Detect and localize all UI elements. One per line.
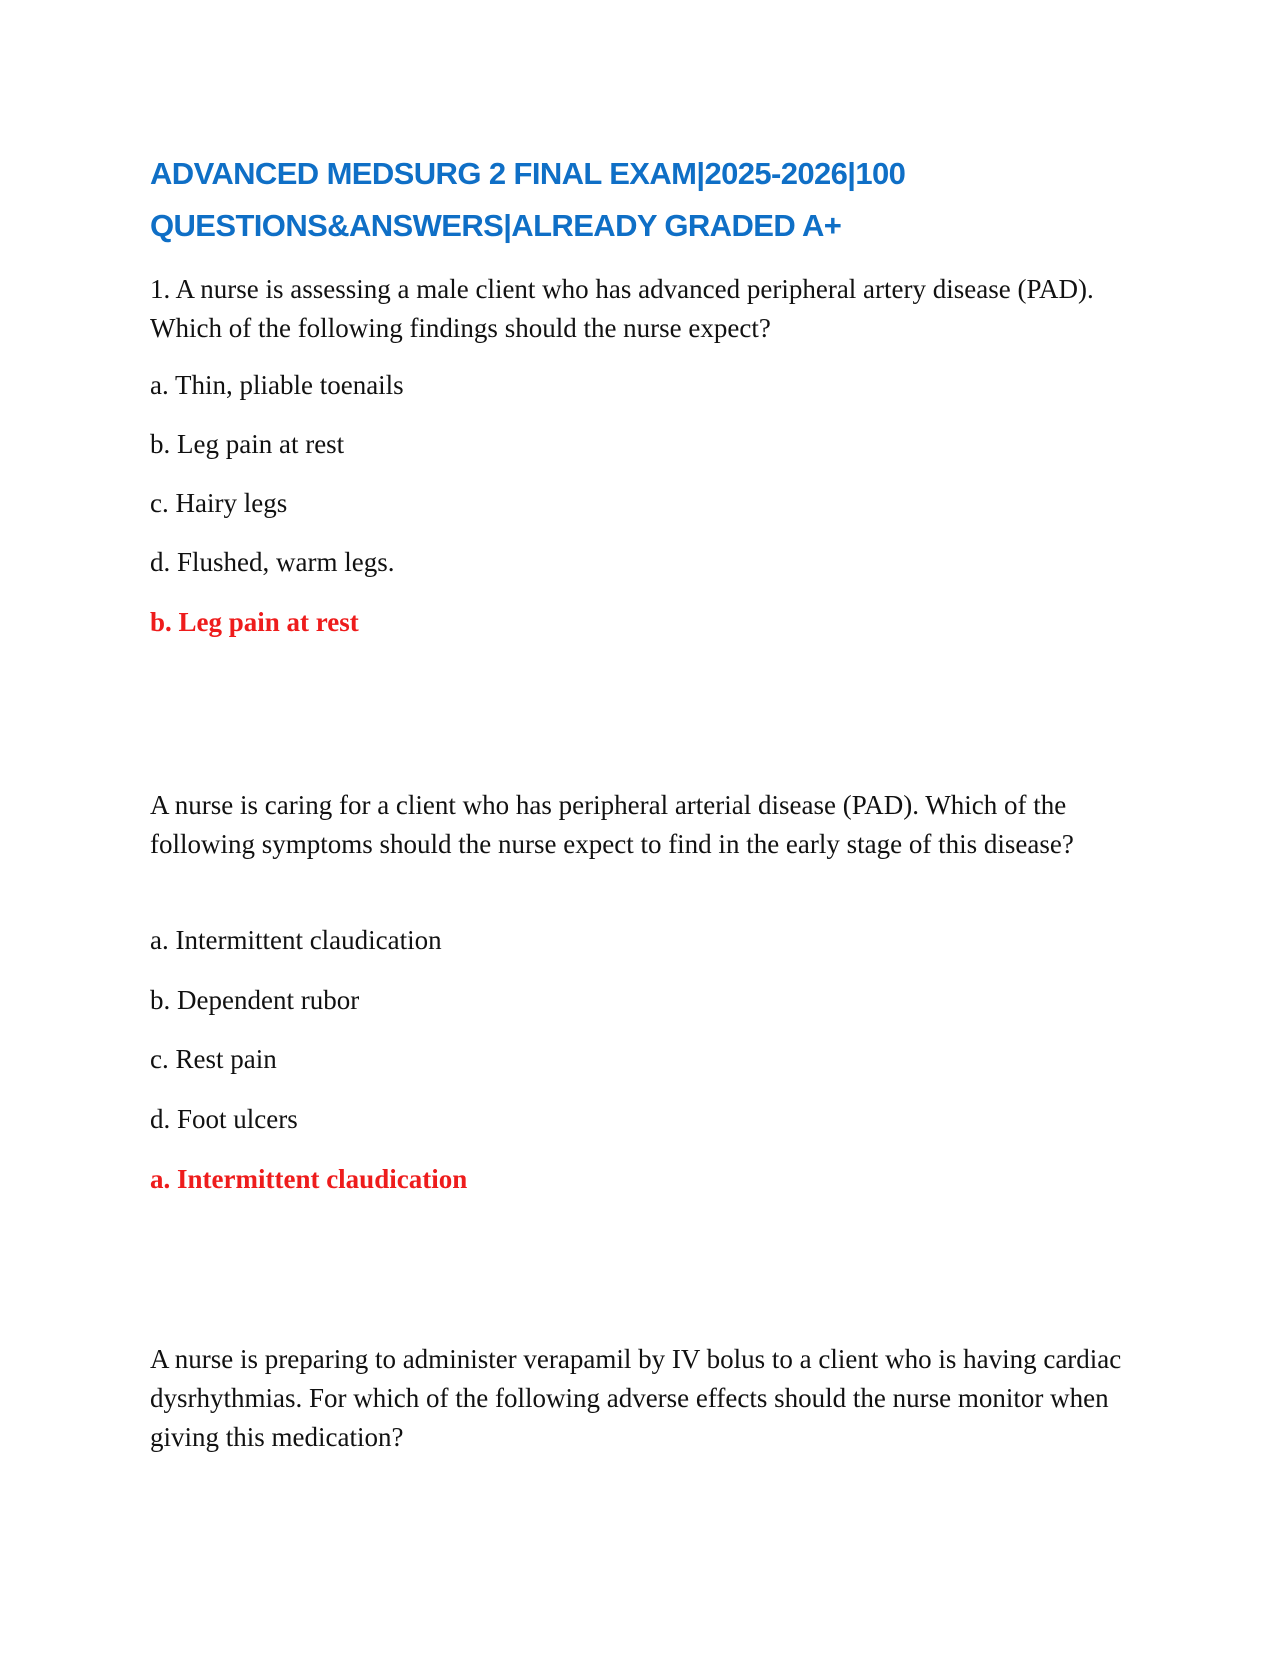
correct-answer: b. Leg pain at rest (150, 607, 359, 637)
question-stem: A nurse is caring for a client who has peripheral arterial disease (PAD). Which of the following symptoms should the nurse expect to find in the early stage of this disease? (150, 790, 1074, 859)
answer-option-c: c. Rest pain (150, 1044, 277, 1074)
answer-option-d: d. Foot ulcers (150, 1104, 298, 1134)
document-title: ADVANCED MEDSURG 2 FINAL EXAM|2025-2026|100 QUESTIONS&ANSWERS|ALREADY GRADED A+ (150, 156, 906, 243)
question-stem: 1. A nurse is assessing a male client who has advanced peripheral artery disease (PAD). Which of the following findings should the nurse expect? (150, 274, 1094, 343)
question-stem: A nurse is preparing to administer verapamil by IV bolus to a client who is having cardiac dysrhythmias. For which of the following adverse effects should the nurse monitor when giving this medication? (150, 1344, 1122, 1452)
question-block-2 (150, 786, 1135, 1194)
answer-option-d: d. Flushed, warm legs. (150, 547, 395, 577)
answer-option-c: c. Hairy legs (150, 488, 288, 518)
answer-option-b: b. Leg pain at rest (150, 429, 345, 459)
correct-answer: a. Intermittent claudication (150, 1164, 468, 1194)
answer-option-a: a. Intermittent claudication (150, 925, 442, 955)
answer-option-b: b. Dependent rubor (150, 985, 360, 1015)
question-block-3 (150, 1340, 1135, 1457)
question-block-1 (150, 270, 1135, 637)
answer-option-a: a. Thin, pliable toenails (150, 370, 404, 400)
